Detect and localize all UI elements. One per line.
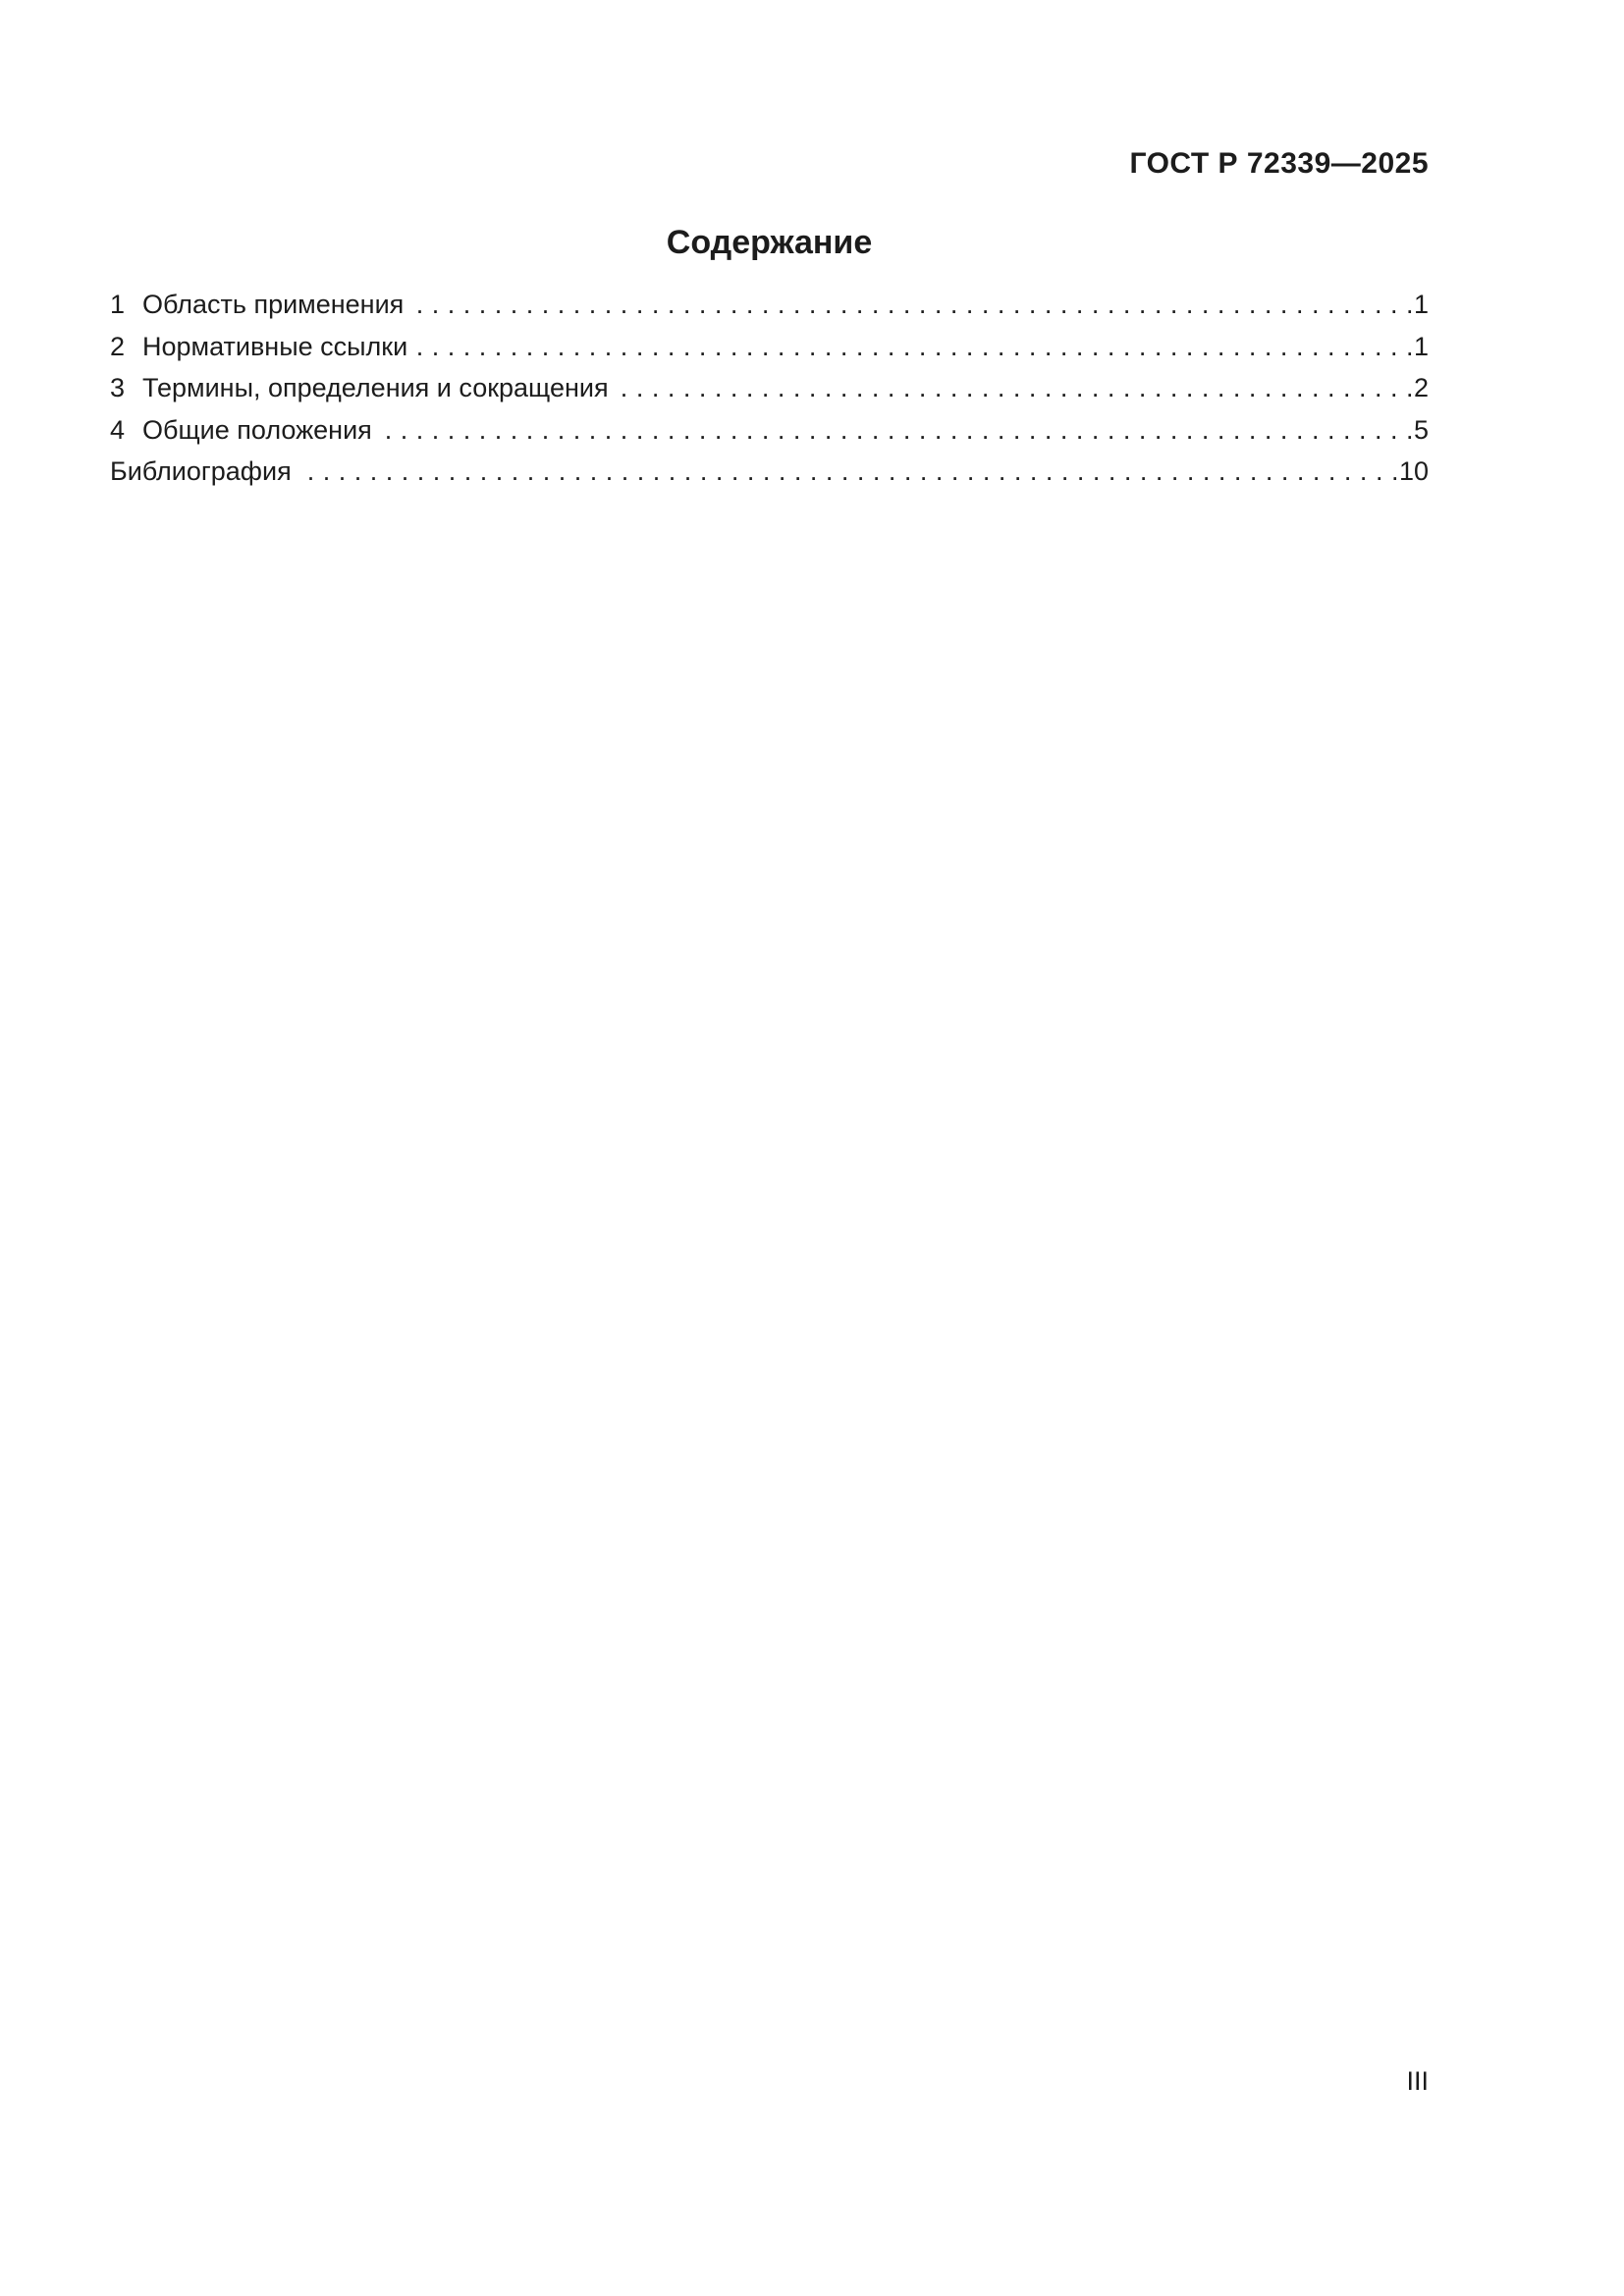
toc-entry [110,451,1429,493]
toc-dot-leader [408,284,1414,326]
toc-entry-number: 3 [110,373,126,402]
toc-entry-label: Термины, определения и сокращения [142,373,609,402]
toc-dot-leader [297,451,1399,493]
toc-entry-label: Библиография [110,456,292,486]
toc-entry-page: 1 [1413,290,1429,319]
toc-entry-page: 10 [1398,456,1429,486]
toc-entry [110,367,1429,409]
toc-entry [110,284,1429,326]
toc-entry-page: 2 [1413,373,1429,402]
document-code-header: ГОСТ Р 72339—2025 [1129,147,1429,180]
toc-entry-number: 2 [110,331,126,361]
toc-dot-leader [412,326,1414,368]
toc-entry [110,326,1429,368]
toc-entry-page: 1 [1413,331,1429,361]
toc-entry-number: 1 [110,290,126,319]
table-of-contents [110,284,1429,493]
toc-entry-label: Общие положения [142,414,372,445]
page-title: Содержание [666,224,873,261]
toc-entry-label: Область применения [142,290,405,319]
toc-entry-page: 5 [1413,414,1429,445]
toc-dot-leader [377,409,1414,452]
page-number-folio: III [1406,2066,1429,2096]
toc-entry [110,409,1429,452]
toc-entry-label: Нормативные ссылки [142,331,408,361]
toc-entry-number: 4 [110,414,126,445]
toc-dot-leader [614,367,1414,409]
